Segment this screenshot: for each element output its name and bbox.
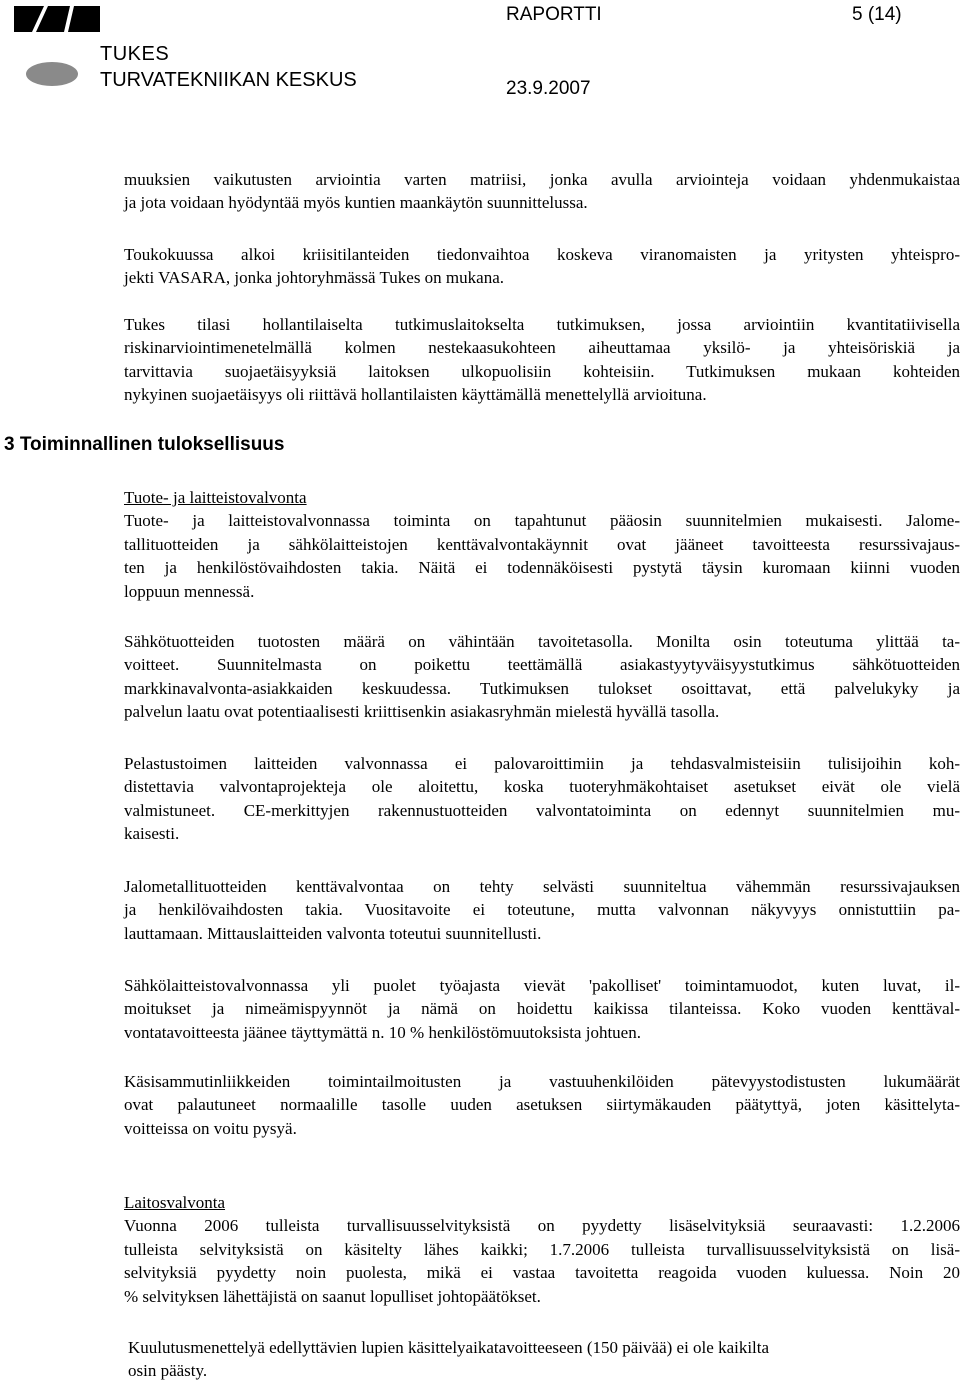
text-line: palvelun laatu ovat potentiaalisesti kriittisenkin asiakasryhmän mielestä hyvällä tasolla. xyxy=(124,702,720,722)
text-line: tallituotteiden ja sähkölaitteistojen kenttävalvontakäynnit ovat jääneet tavoitteesta resurssivajaus- xyxy=(124,534,960,554)
text-line: muuksien vaikutusten arviointia varten matriisi, jonka avulla arviointeja voidaan yhdenmukaistaa xyxy=(124,170,960,189)
logo-org-name: TURVATEKNIIKAN KESKUS xyxy=(100,69,357,91)
text-line: Jalometallituotteiden kenttävalvontaa on tehty selvästi suunniteltua vähemmän resurssivajauksen xyxy=(124,877,960,896)
text-line: Sähkötuotteiden tuotosten määrä on vähintään tavoitetasolla. Monilta osin toteutuma ylittää ta- xyxy=(124,632,960,651)
text-line: Käsisammutinliikkeiden toimintailmoitusten ja vastuuhenkilöiden pätevyystodistusten lukumäärät xyxy=(124,1072,960,1091)
text-line: Vuonna 2006 tulleista turvallisuusselvityksistä on pyydetty lisäselvityksiä seuraavasti: 1.2.2006 xyxy=(124,1216,960,1236)
text-line: kaisesti. xyxy=(124,824,180,844)
text-line: valmistuneet. CE-merkittyjen rakennustuotteiden valvontatoiminta on edennyt suunnitelmien mu- xyxy=(124,800,960,820)
text-line: ten ja henkilöstövaihdosten takia. Näitä ei todennäköisesti pystytä täysin kuromaan kiinni vuoden xyxy=(124,558,960,578)
logo-tukes-text: TUKES xyxy=(100,43,170,65)
tukes-logo-oval xyxy=(26,62,78,86)
text-line: moitukset ja nimeämispyynnöt ja nämä on hoidettu kaikissa tilanteissa. Koko vuoden kenttäval- xyxy=(124,999,960,1019)
subsection-title: Tuote- ja laitteistovalvonta xyxy=(124,488,307,507)
paragraph xyxy=(124,486,960,603)
paragraph xyxy=(128,1336,928,1383)
tukes-logo-mark xyxy=(14,6,100,32)
text-line: ja henkilövaihdosten takia. Vuositavoite ei toteutune, mutta valvonnan näkyvyys onnistuttiin pa- xyxy=(124,900,960,920)
paragraph xyxy=(124,974,960,1044)
paragraph xyxy=(124,313,960,407)
text-line: Pelastustoimen laitteiden valvonnassa ei palovaroittimiin ja tehdasvalmisteisiin tulisijoihin koh- xyxy=(124,754,960,773)
paragraph xyxy=(124,1070,960,1140)
text-line: ja jota voidaan hyödyntää myös kuntien maankäytön suunnittelussa. xyxy=(124,193,588,213)
paragraph xyxy=(124,752,960,846)
doc-type-label: RAPORTTI xyxy=(506,4,602,25)
text-line: Toukokuussa alkoi kriisitilanteiden tiedonvaihtoa koskeva viranomaisten ja yritysten yhteispro- xyxy=(124,245,960,264)
paragraph xyxy=(124,168,960,215)
text-line: voitteissa on voitu pysyä. xyxy=(124,1118,297,1138)
subsection-title: Laitosvalvonta xyxy=(124,1193,226,1212)
text-line: Kuulutusmenettelyä edellyttävien lupien käsittelyaikatavoitteeseen (150 päivää) ei ole kaikilta xyxy=(128,1338,770,1357)
section-heading: 3 Toiminnallinen tuloksellisuus xyxy=(4,434,285,455)
text-line: nykyinen suojaetäisyys oli riittävä hollantilaisten käyttämällä menettelyllä arvioituna. xyxy=(124,385,707,405)
text-line: selvityksiä pyydetty noin puolesta, mikä ei vastaa tavoitetta reagoida vuoden kuluessa. Noin 20 xyxy=(124,1263,960,1283)
text-line: distettavia valvontaprojekteja ole aloitettu, koska tuoteryhmäkohtaiset asetukset eivät ole vielä xyxy=(124,777,960,797)
text-line: loppuun mennessä. xyxy=(124,581,255,601)
paragraph xyxy=(124,243,960,290)
text-line: ovat palautuneet normaalille tasolle uuden asetuksen siirtymäkauden päätyttyä, joten käsittelyta- xyxy=(124,1095,960,1115)
paragraph xyxy=(124,875,960,945)
page-number: 5 (14) xyxy=(852,4,902,25)
text-line: vontatavoitteesta jäänee täyttymättä n. 10 % henkilöstömuutoksista johtuen. xyxy=(124,1022,641,1042)
text-line: Tukes tilasi hollantilaiselta tutkimuslaitokselta tutkimuksen, jossa arviointiin kvantitatiivisella xyxy=(124,315,960,334)
text-line: % selvityksen lähettäjistä on saanut lopulliset johtopäätökset. xyxy=(124,1286,541,1306)
report-date: 23.9.2007 xyxy=(506,78,591,99)
text-line: Sähkölaitteistovalvonnassa yli puolet työajasta vievät 'pakolliset' toimintamuodot, kuten luvat, il- xyxy=(124,976,960,995)
paragraph xyxy=(124,630,960,724)
text-line: voitteet. Suunnitelmasta on poikettu teettämällä asiakastyytyväisyystutkimus sähkötuotteiden xyxy=(124,655,960,675)
text-line: markkinavalvonta-asiakkaiden keskuudessa. Tutkimuksen tulokset osoittavat, että palvelukyky ja xyxy=(124,678,960,698)
text-line: tulleista selvityksistä on käsitelty lähes kaikki; 1.7.2006 tulleista turvallisuusselvityksistä on lisä- xyxy=(124,1239,960,1259)
text-line: jekti VASARA, jonka johtoryhmässä Tukes on mukana. xyxy=(124,268,504,288)
text-line: riskinarviointimenetelmällä kolmen nestekaasukohteen aiheuttamaa yksilö- ja yhteisöriskiä ja xyxy=(124,338,960,358)
text-line: lauttamaan. Mittauslaitteiden valvonta toteutui suunnitellusti. xyxy=(124,923,542,943)
text-line: osin päästy. xyxy=(128,1361,208,1381)
text-line: tarvittavia suojaetäisyyksiä laitoksen ulkopuolisiin kohteisiin. Tutkimuksen mukaan kohteiden xyxy=(124,361,960,381)
text-line: Tuote- ja laitteistovalvonnassa toiminta on tapahtunut pääosin suunnitelmien mukaisesti. Jalome- xyxy=(124,511,960,531)
paragraph xyxy=(124,1191,960,1308)
